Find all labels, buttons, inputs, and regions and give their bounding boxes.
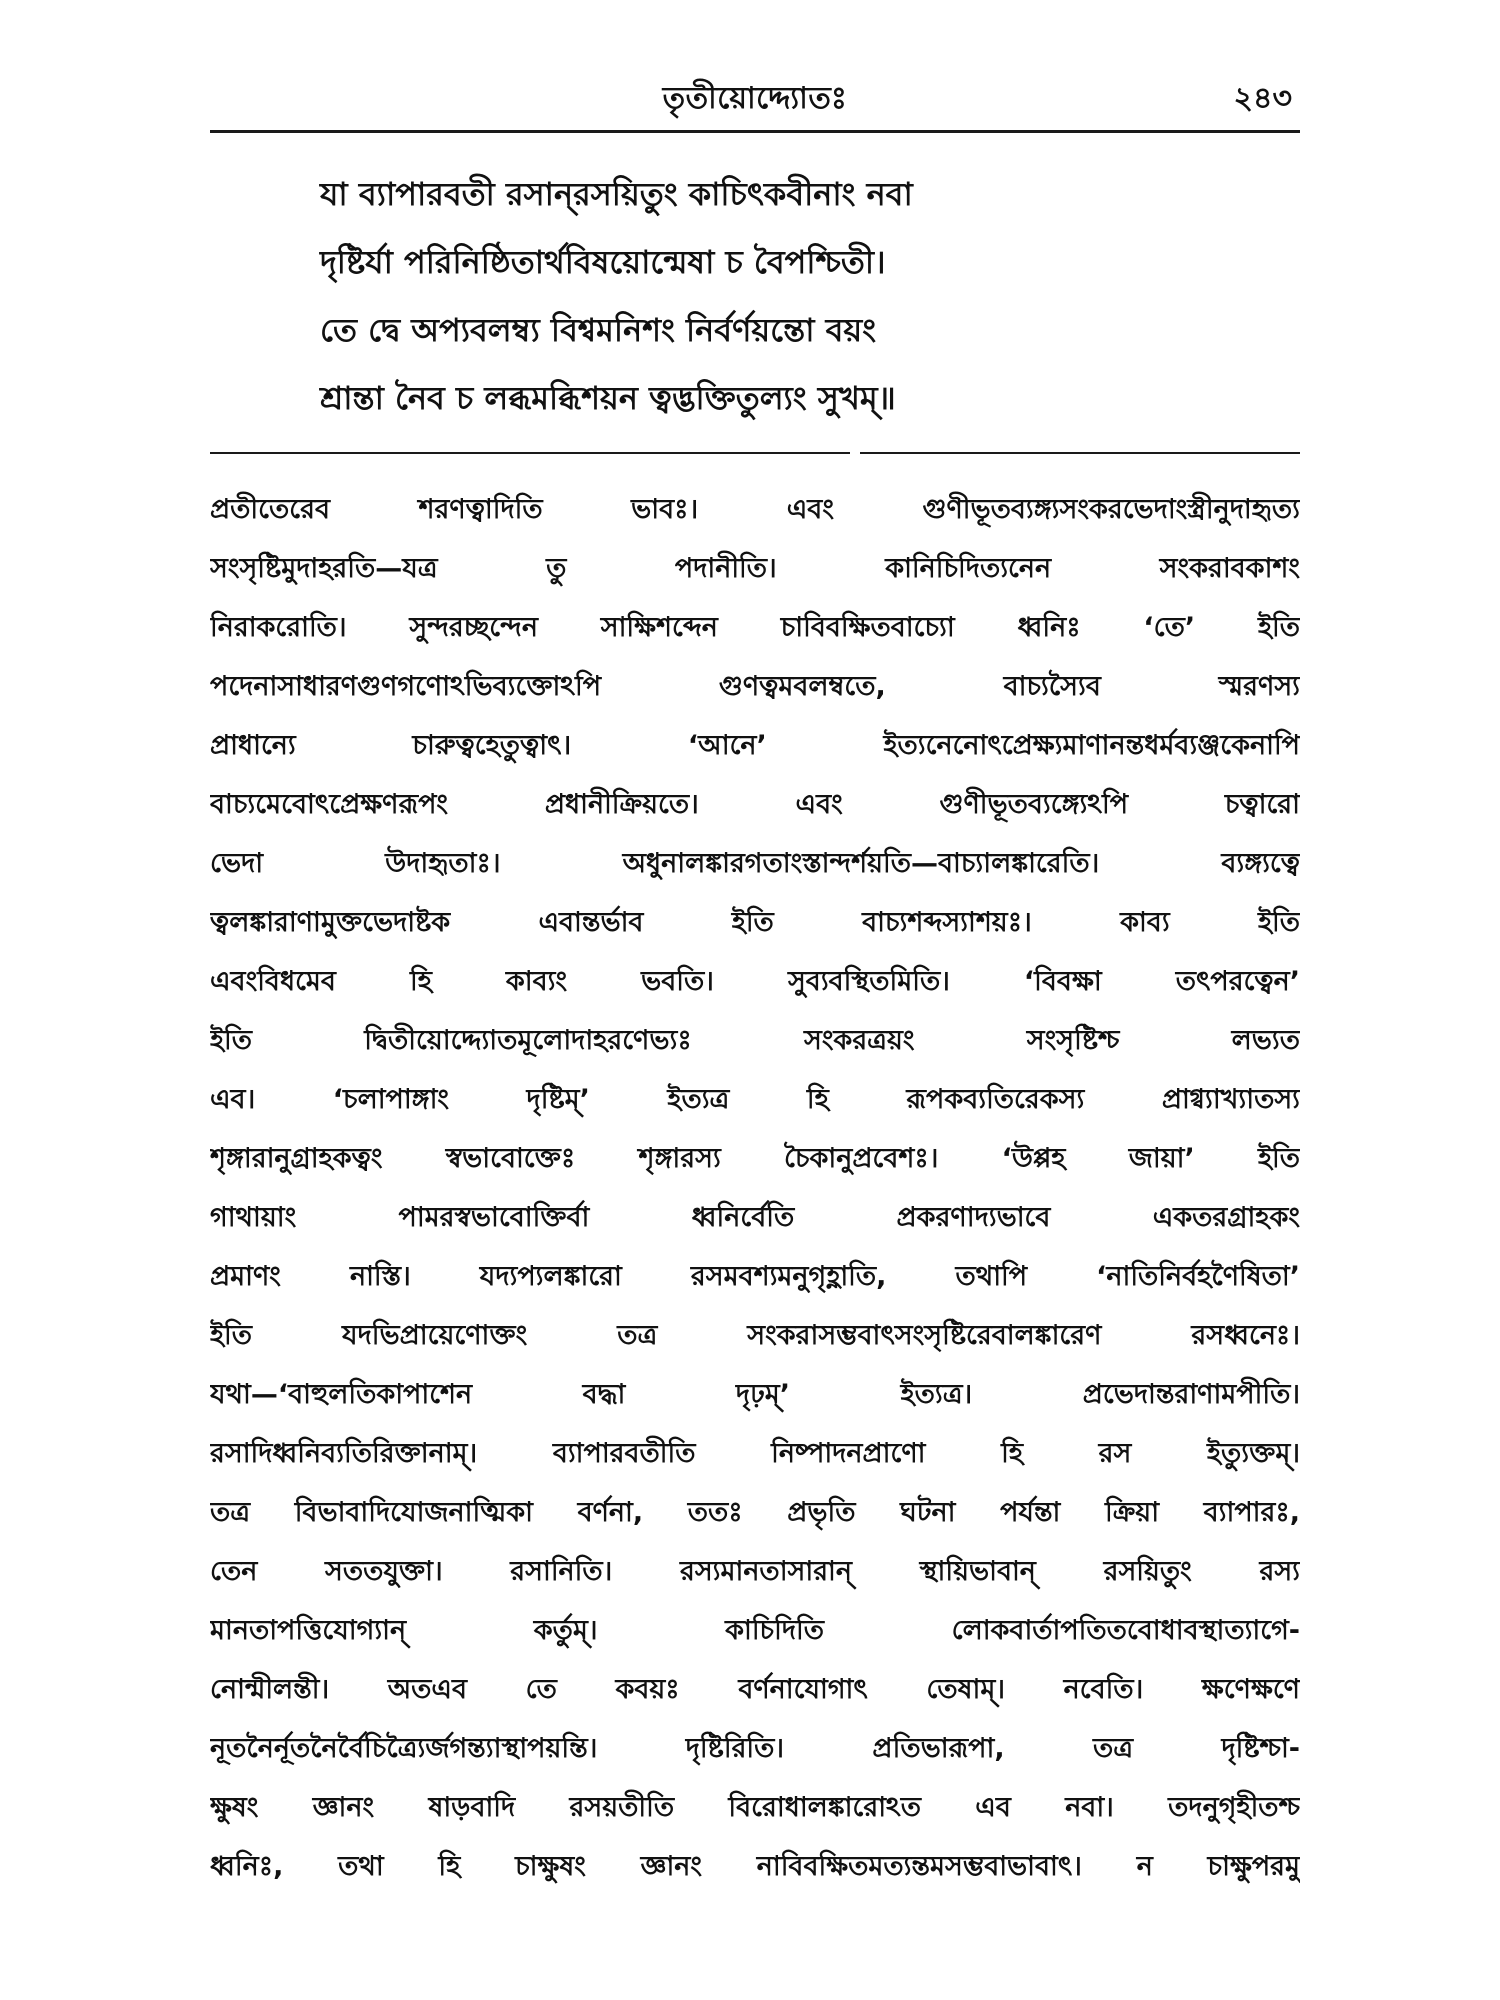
header-rule [210,130,1300,133]
commentary-line: প্রাধান্যে চারুত্বহেতুত্বাৎ। ‘আনে’ ইত্যনেনোৎপ্রেক্ষ্যমাণানন্তধর্মব্যঞ্জকেনাপি [210,730,1300,761]
commentary-line: ইতি যদভিপ্রায়েণোক্তং তত্র সংকরাসম্ভবাৎসংসৃষ্টিরেবালঙ্কারেণ রসধ্বনেঃ। [210,1320,1300,1351]
commentary-line: তত্র বিভাবাদিযোজনাত্মিকা বর্ণনা, ততঃ প্রভৃতি ঘটনা পর্যন্তা ক্রিয়া ব্যাপারঃ, [210,1497,1300,1528]
commentary-line: নূতনৈর্নূতনৈর্বৈচিত্র্যৈর্জগন্ত্যাস্থাপয়ন্তি। দৃষ্টিরিতি। প্রতিভারূপা, তত্র দৃষ্টিশ্চা- [210,1733,1300,1764]
commentary-line: রসাদিধ্বনিব্যতিরিক্তানাম্‌। ব্যাপারবতীতি নিষ্পাদনপ্রাণো হি রস ইত্যুক্তম্‌। [210,1438,1300,1469]
commentary-line: মানতাপত্তিযোগ্যান্‌ কর্তুম্‌। কাচিদিতি লোকবার্তাপতিতবোধাবস্থাত্যাগে- [210,1615,1300,1646]
commentary-line: নোন্মীলন্তী। অতএব তে কবয়ঃ বর্ণনাযোগাৎ তেষাম্‌। নবেতি। ক্ষণেক্ষণে [210,1674,1300,1705]
commentary-line: প্রতীতেরেব শরণত্বাদিতি ভাবঃ। এবং গুণীভূতব্যঙ্গ্যসংকরভেদাংস্ত্রীনুদাহৃত্য [210,494,1300,525]
commentary-line: তেন সততযুক্তা। রসানিতি। রস্যমানতাসারান্‌ স্থায়িভাবান্‌ রসয়িতুং রস্য [210,1556,1300,1587]
page-number: ২৪৩ [1233,81,1292,116]
commentary-line: বাচ্যমেবোৎপ্রেক্ষণরূপং প্রধানীক্রিয়তে। এবং গুণীভূতব্যঙ্গ্যেঽপি চত্বারো [210,789,1300,820]
verse-line: দৃষ্টির্যা পরিনিষ্ঠিতার্থবিষয়োন্মেষা চ বৈপশ্চিতী। [320,243,886,281]
running-header [210,70,1300,120]
commentary-line: যথা—‘বাহুলতিকাপাশেন বদ্ধা দৃঢ়ম্‌’ ইত্যত্র। প্রভেদান্তরাণামপীতি। [210,1379,1300,1410]
chapter-heading: তৃতীয়োদ্দ্যোতঃ [662,81,848,116]
section-divider-left [210,452,850,454]
commentary-line: শৃঙ্গারানুগ্রাহকত্বং স্বভাবোক্তেঃ শৃঙ্গারস্য চৈকানুপ্রবেশঃ। ‘উপ্পহ জায়া’ ইতি [210,1143,1300,1174]
verse-line: যা ব্যাপারবতী রসান্‌রসয়িতুং কাচিৎকবীনাং নবা [320,175,913,213]
commentary-line: ভেদা উদাহৃতাঃ। অধুনালঙ্কারগতাংস্তান্দর্শয়তি—বাচ্যালঙ্কারেতি। ব্যঙ্গ্যত্বে [210,848,1300,879]
commentary-line: এব। ‘চলাপাঙ্গাং দৃষ্টিম্‌’ ইত্যত্র হি রূপকব্যতিরেকস্য প্রাগ্ব্যাখ্যাতস্য [210,1084,1300,1115]
commentary-line: ত্বলঙ্কারাণামুক্তভেদাষ্টক এবান্তর্ভাব ইতি বাচ্যশব্দস্যাশয়ঃ। কাব্য ইতি [210,907,1300,938]
commentary-line: প্রমাণং নাস্তি। যদ্যপ্যলঙ্কারো রসমবশ্যমনুগৃহ্ণাতি, তথাপি ‘নাতিনির্বহণৈষিতা’ [210,1261,1300,1292]
commentary-line: এবংবিধমেব হি কাব্যং ভবতি। সুব্যবস্থিতমিতি। ‘বিবক্ষা তৎপরত্বেন’ [210,966,1300,997]
commentary-line: ধ্বনিঃ, তথা হি চাক্ষুষং জ্ঞানং নাবিবক্ষিতমত্যন্তমসম্ভবাভাবাৎ। ন চাক্ষুপরমু [210,1851,1300,1882]
verse-line: শ্রান্তা নৈব চ লব্ধমব্ধিশয়ন ত্বদ্ভক্তিতুল্যং সুখম্‌॥ [320,379,896,417]
verse-line: তে দ্বে অপ্যবলম্ব্য বিশ্বমনিশং নির্বর্ণয়ন্তো বয়ং [320,311,877,349]
commentary-line: ক্ষুষং জ্ঞানং ষাড়বাদি রসয়তীতি বিরোধালঙ্কারোঽত এব নবা। তদনুগৃহীতশ্চ [210,1792,1300,1823]
verse-block [320,160,1220,432]
commentary-block [210,480,1300,1896]
commentary-line: নিরাকরোতি। সুন্দরচ্ছন্দেন সাক্ষিশব্দেন চাবিবক্ষিতবাচ্যো ধ্বনিঃ ‘তে’ ইতি [210,612,1300,643]
commentary-line: সংসৃষ্টিমুদাহরতি—যত্র তু পদানীতি। কানিচিদিত্যনেন সংকরাবকাশং [210,553,1300,584]
commentary-line: পদেনাসাধারণগুণগণোঽভিব্যক্তোঽপি গুণত্বমবলম্বতে, বাচ্যস্যৈব স্মরণস্য [210,671,1300,702]
commentary-line: ইতি দ্বিতীয়োদ্দ্যোতমূলোদাহরণেভ্যঃ সংকরত্রয়ং সংসৃষ্টিশ্চ লভ্যত [210,1025,1300,1056]
section-divider-right [860,452,1300,454]
commentary-line: গাথায়াং পামরস্বভাবোক্তির্বা ধ্বনির্বেতি প্রকরণাদ্যভাবে একতরগ্রাহকং [210,1202,1300,1233]
